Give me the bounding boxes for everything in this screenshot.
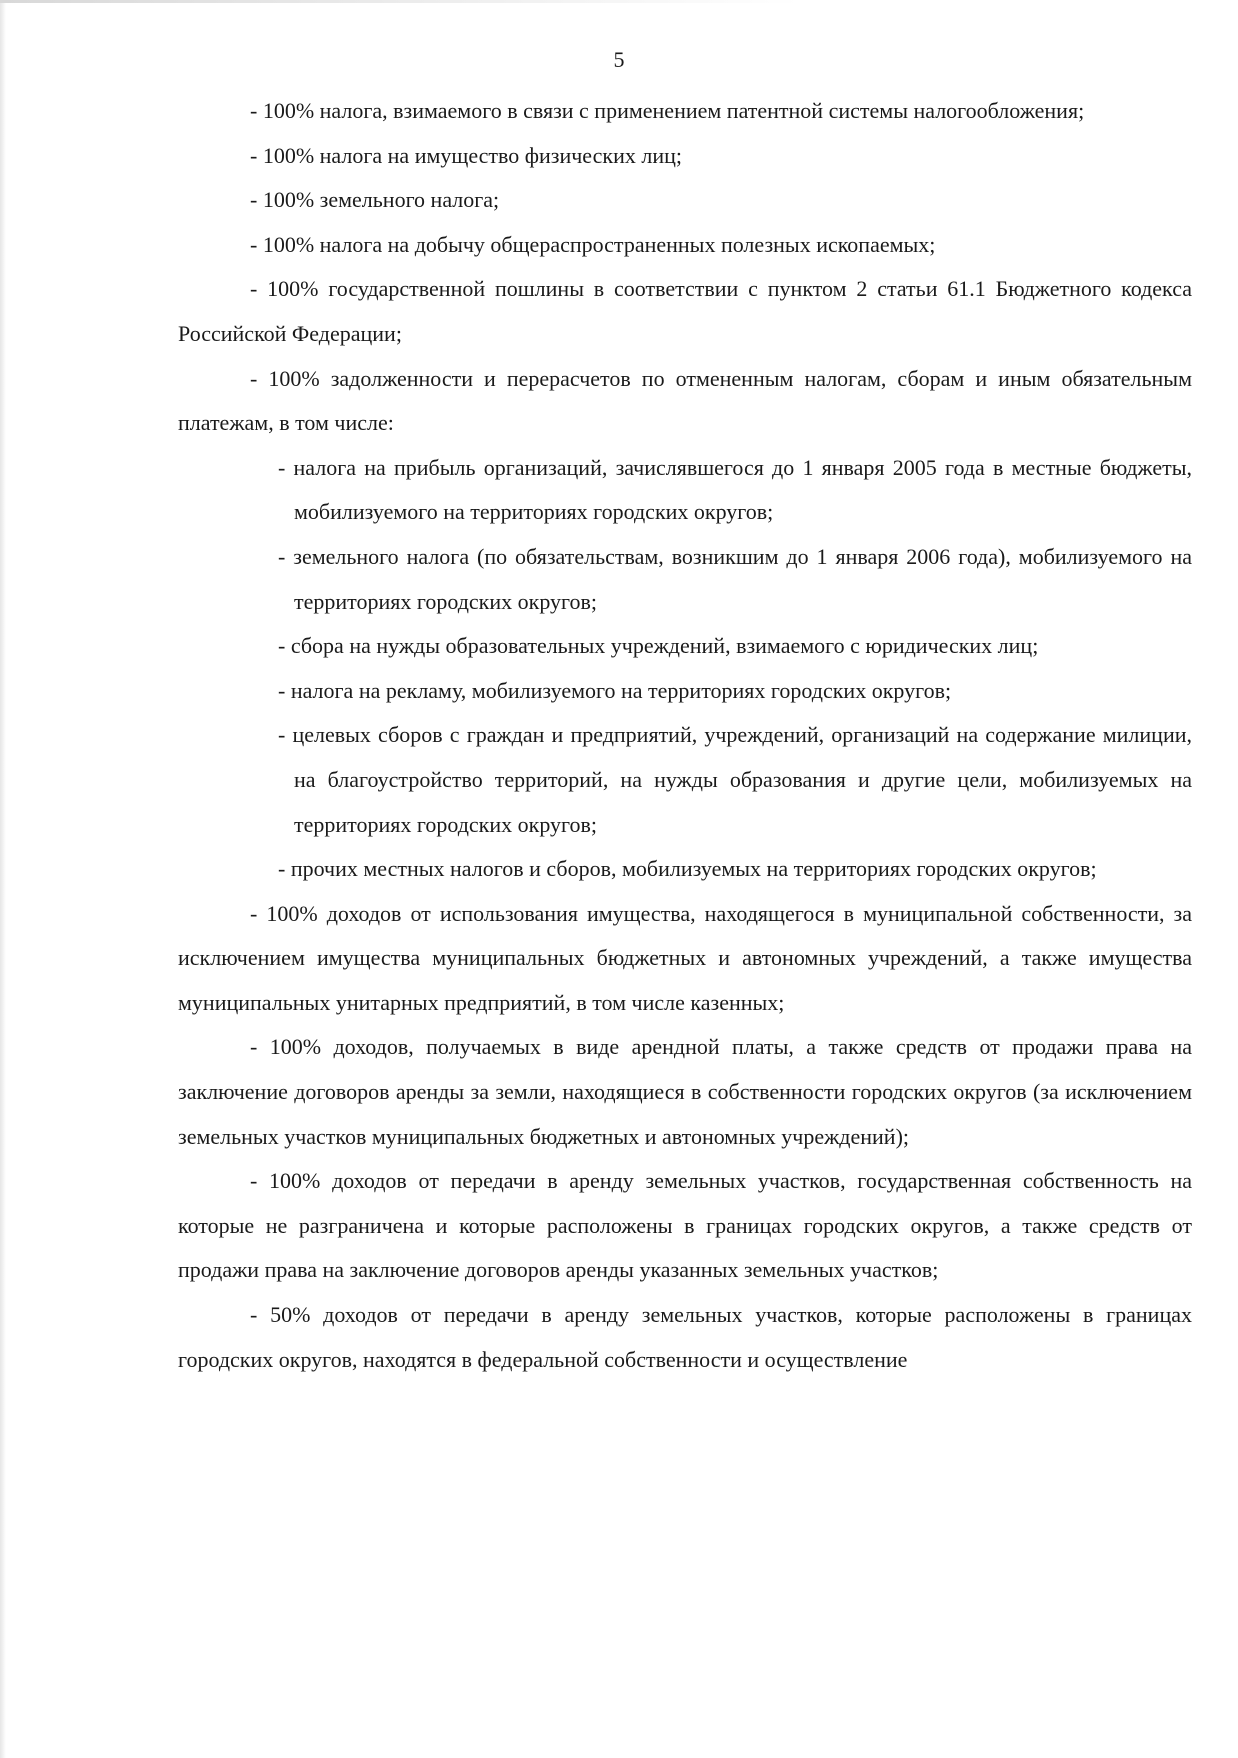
- sub-item-other-local-taxes: - прочих местных налогов и сборов, мобилизуемых на территориях городских округов;: [278, 856, 1097, 882]
- sub-item-targeted-fees: - целевых сборов с граждан и предприятий, учреждений, организаций на содержание милиции, на благоустройство территорий, на нужды образования и другие цели, мобилизуемых на территориях городских округов;: [278, 722, 1192, 837]
- page-number: 5: [613, 47, 625, 72]
- paragraph-undivided-land-rent: - 100% доходов от передачи в аренду земельных участков, государственная собственность на которые не разграничена и которые расположены в границах городских округов, а также средств от продажи права на заключение договоров аренды указанных земельных участков;: [178, 1168, 1192, 1283]
- paragraph-arrears: - 100% задолженности и перерасчетов по отмененным налогам, сборам и иным обязательным платежам, в том числе:: [178, 365, 1192, 436]
- sub-item-old-land-tax: - земельного налога (по обязательствам, возникшим до 1 января 2006 года), мобилизуемого на территориях городских округов;: [278, 543, 1192, 614]
- paragraph-federal-land-rent: - 50% доходов от передачи в аренду земельных участков, которые расположены в границах городских округов, находятся в федеральной собственности и осуществление: [178, 1302, 1192, 1372]
- document-body: [178, 89, 1192, 1382]
- paragraph-municipal-property-income: - 100% доходов от использования имущества, находящегося в муниципальной собственности, за исключением имущества муниципальных бюджетных и автономных учреждений, а также имущества муниципальных унитарных предприятий, в том числе казенных;: [178, 900, 1192, 1015]
- sub-item-profit-tax: - налога на прибыль организаций, зачислявшегося до 1 января 2005 года в местные бюджеты, мобилизуемого на территориях городских округов;: [278, 454, 1192, 525]
- paragraph-state-duty: - 100% государственной пошлины в соответствии с пунктом 2 статьи 61.1 Бюджетного кодекса Российской Федерации;: [178, 276, 1192, 346]
- paragraph-land-rent-income: - 100% доходов, получаемых в виде арендной платы, а также средств от продажи права на заключение договоров аренды за земли, находящиеся в собственности городских округов (за исключением земельных участков муниципальных бюджетных и автономных учреждений);: [178, 1034, 1192, 1149]
- arrears-sub-list: [178, 446, 1192, 892]
- paragraph-mining-tax: - 100% налога на добычу общераспространенных полезных ископаемых;: [250, 231, 936, 257]
- sub-item-education-fee: - сбора на нужды образовательных учреждений, взимаемого с юридических лиц;: [278, 633, 1039, 659]
- sub-item-advertising-tax: - налога на рекламу, мобилизуемого на территориях городских округов;: [278, 677, 952, 703]
- paragraph-patent-tax: - 100% налога, взимаемого в связи с применением патентной системы налогообложения;: [250, 98, 1085, 123]
- paragraph-land-tax: - 100% земельного налога;: [250, 187, 500, 213]
- scan-edge-shadow: [0, 0, 6, 1758]
- scan-top-shadow: [0, 0, 800, 3]
- paragraph-property-tax: - 100% налога на имущество физических лиц;: [250, 142, 682, 168]
